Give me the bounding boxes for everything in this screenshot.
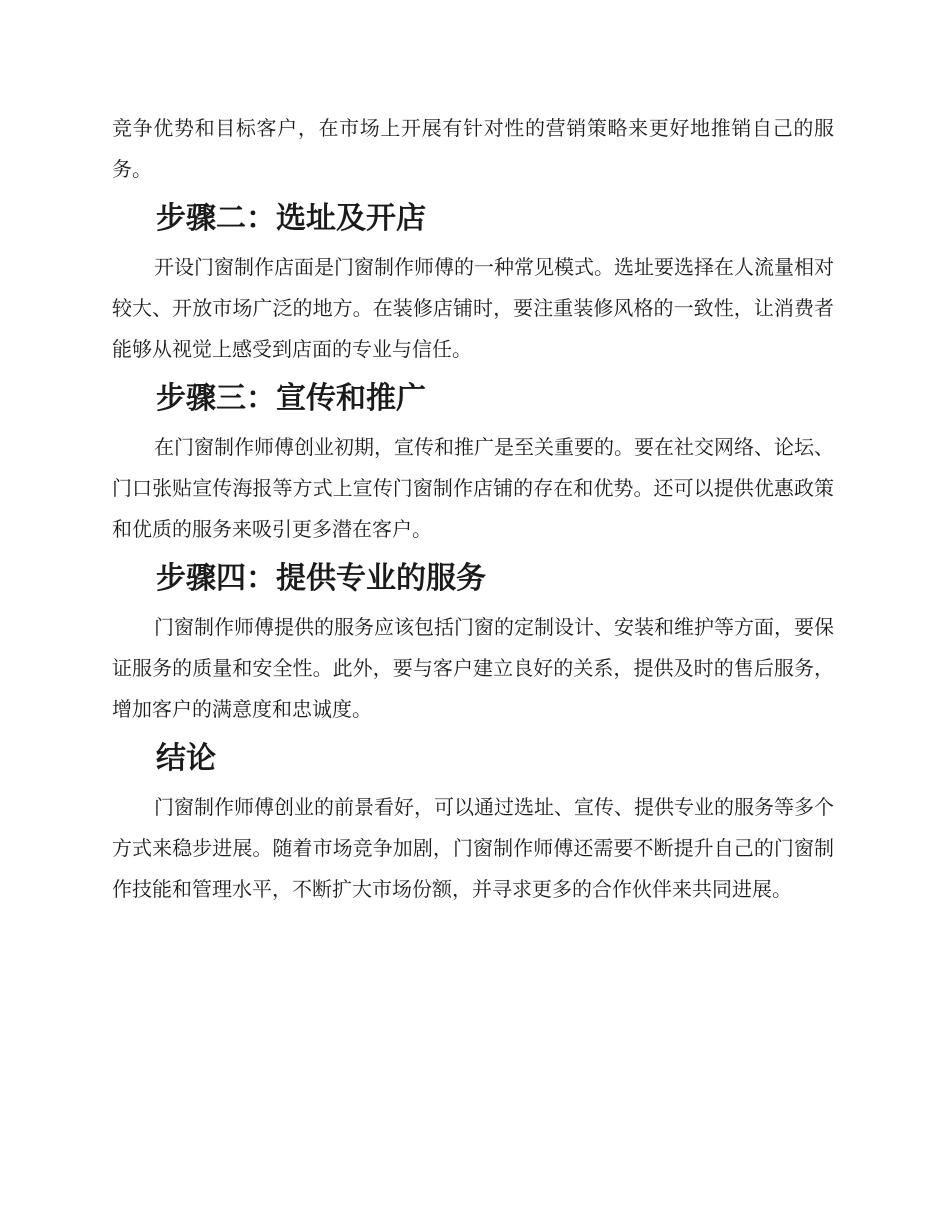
heading-conclusion: 结论 — [156, 741, 216, 776]
document-body — [112, 108, 834, 910]
heading-step-two: 步骤二：选址及开店 — [156, 201, 426, 236]
paragraph-step-three: 在门窗制作师傅创业初期，宣传和推广是至关重要的。要在社交网络、论坛、门口张贴宣传海报等方式上宣传门窗制作店铺的存在和优势。还可以提供优惠政策和优质的服务来吸引更多潜在客户。 — [112, 435, 834, 541]
heading-step-four: 步骤四：提供专业的服务 — [156, 561, 486, 596]
paragraph-step-two: 开设门窗制作店面是门窗制作师傅的一种常见模式。选址要选择在人流量相对较大、开放市场广泛的地方。在装修店铺时，要注重装修风格的一致性，让消费者能够从视觉上感受到店面的专业与信任。 — [112, 255, 834, 361]
paragraph-step-four: 门窗制作师傅提供的服务应该包括门窗的定制设计、安装和维护等方面，要保证服务的质量和安全性。此外，要与客户建立良好的关系，提供及时的售后服务，增加客户的满意度和忠诚度。 — [112, 615, 834, 721]
paragraph-intro-continued: 竞争优势和目标客户，在市场上开展有针对性的营销策略来更好地推销自己的服务。 — [112, 116, 834, 181]
heading-step-three: 步骤三：宣传和推广 — [156, 381, 426, 416]
paragraph-conclusion: 门窗制作师傅创业的前景看好，可以通过选址、宣传、提供专业的服务等多个方式来稳步进展。随着市场竞争加剧，门窗制作师傅还需要不断提升自己的门窗制作技能和管理水平，不断扩大市场份额，并寻求更多的合作伙伴来共同进展。 — [112, 795, 834, 901]
